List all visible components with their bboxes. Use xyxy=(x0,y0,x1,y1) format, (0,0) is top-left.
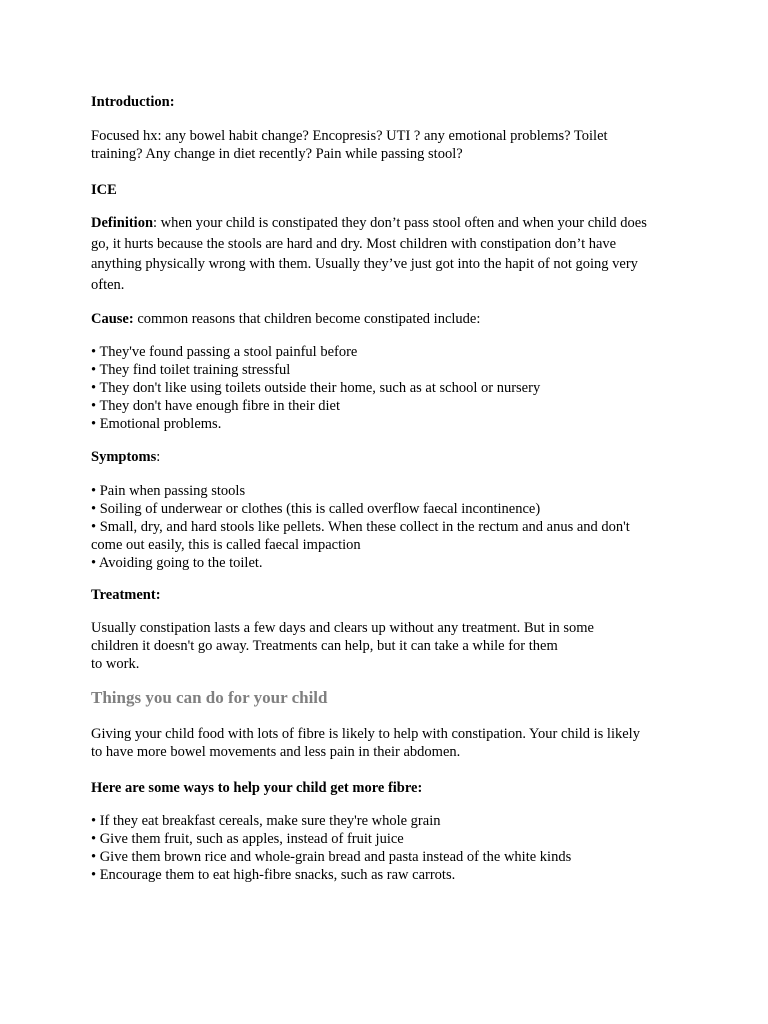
list-item: • Avoiding going to the toilet. xyxy=(91,555,263,571)
list-item: • Soiling of underwear or clothes (this is called overflow faecal incontinence) xyxy=(91,501,541,517)
list-item: • Encourage them to eat high-fibre snacks, such as raw carrots. xyxy=(91,867,456,883)
treatment-line-3: to work. xyxy=(91,656,140,672)
list-item: • Emotional problems. xyxy=(91,416,222,432)
list-item: • If they eat breakfast cereals, make sure they're whole grain xyxy=(91,813,441,829)
list-item: • Small, dry, and hard stools like pellets. When these collect in the rectum and anus and don't xyxy=(91,519,630,535)
introduction-text xyxy=(91,127,691,163)
list-item: • They don't have enough fibre in their diet xyxy=(91,398,341,414)
treatment-heading: Treatment: xyxy=(91,587,161,603)
definition-line-4: often. xyxy=(91,276,125,293)
things-line-2: to have more bowel movements and less pain in their abdomen. xyxy=(91,744,461,760)
list-item: • Pain when passing stools xyxy=(91,483,246,499)
treatment-paragraph xyxy=(91,619,691,673)
things-paragraph xyxy=(91,725,691,761)
symptoms-heading xyxy=(91,448,691,466)
list-item: • They've found passing a stool painful before xyxy=(91,344,358,360)
definition-line-3: anything physically wrong with them. Usually they’ve just got into the hapit of not going very xyxy=(91,256,638,272)
list-item: • Give them brown rice and whole-grain bread and pasta instead of the white kinds xyxy=(91,849,572,865)
definition-line-2: go, it hurts because the stools are hard and dry. Most children with constipation don’t have xyxy=(91,235,617,252)
cause-text: common reasons that children become constipated include: xyxy=(133,311,481,327)
cause-label: Cause: xyxy=(91,311,134,327)
fibre-heading: Here are some ways to help your child get more fibre: xyxy=(91,780,423,796)
cause-line xyxy=(91,310,691,328)
list-item: • Give them fruit, such as apples, instead of fruit juice xyxy=(91,831,404,847)
symptoms-list xyxy=(91,482,691,572)
symptoms-colon: : xyxy=(156,449,161,465)
cause-list xyxy=(91,343,691,433)
list-item: come out easily, this is called faecal impaction xyxy=(91,537,361,553)
list-item: • They find toilet training stressful xyxy=(91,362,291,378)
introduction-line-1: Focused hx: any bowel habit change? Encopresis? UTI ? any emotional problems? Toilet xyxy=(91,128,608,144)
fibre-list xyxy=(91,812,691,884)
introduction-heading: Introduction: xyxy=(91,94,175,110)
definition-line-1-text: : when your child is constipated they don’t pass stool often and when your child does xyxy=(153,215,647,231)
definition-line-1 xyxy=(91,213,691,234)
symptoms-heading-line xyxy=(91,448,691,466)
symptoms-label: Symptoms xyxy=(91,449,157,465)
treatment-line-2: children it doesn't go away. Treatments can help, but it can take a while for them xyxy=(91,638,558,654)
things-subheading: Things you can do for your child xyxy=(91,688,328,707)
list-item: • They don't like using toilets outside their home, such as at school or nursery xyxy=(91,380,541,396)
definition-paragraph xyxy=(91,213,691,295)
introduction-line-2: training? Any change in diet recently? Pain while passing stool? xyxy=(91,146,463,162)
definition-label: Definition xyxy=(91,215,154,231)
cause-paragraph xyxy=(91,310,691,328)
things-line-1: Giving your child food with lots of fibre is likely to help with constipation. Your child is likely xyxy=(91,726,640,742)
ice-heading: ICE xyxy=(91,182,117,198)
treatment-line-1: Usually constipation lasts a few days and clears up without any treatment. But in some xyxy=(91,620,594,636)
